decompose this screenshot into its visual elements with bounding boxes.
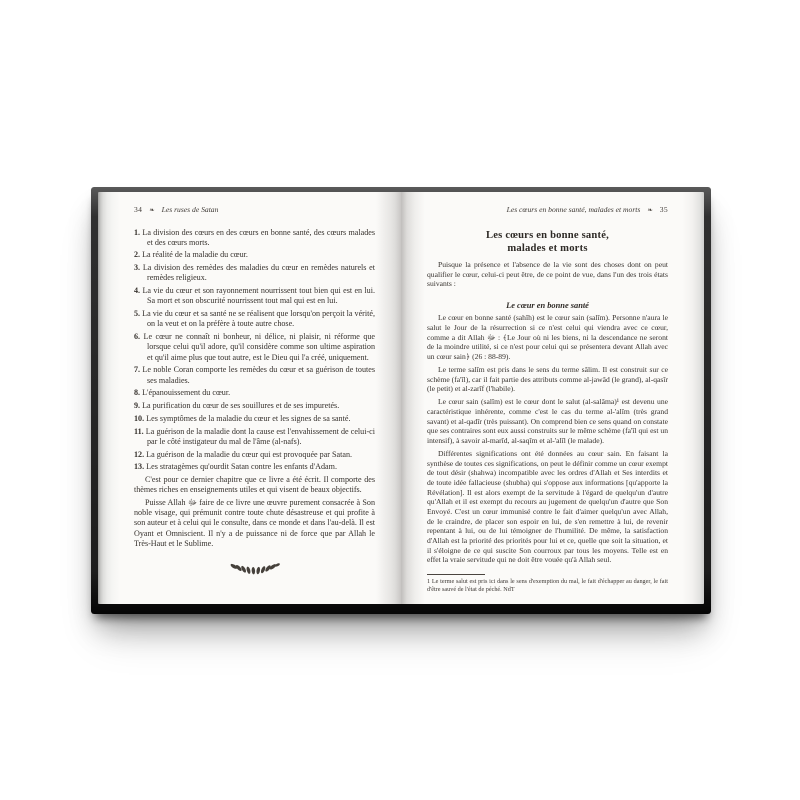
right-page-number: 35: [659, 205, 668, 214]
fleuron-icon: ❧: [149, 207, 155, 214]
list-item: 8. L'épanouissement du cœur.: [134, 388, 231, 398]
body-paragraph: Le cœur sain (salîm) est le cœur dont le salut (al-salâma)¹ est devenu une caractéristique inhérente, comme c'est le cas du terme al-'alîm (très grand savant) et al-qadîr (très puissant). On comprend bien ce sens quand on constate que ses contraires sont eux aussi construits sur le même schème (fa'îl qui est un intensif), à savoir al-marîd, al-saqîm et al-'alîl (le malade).: [427, 397, 668, 446]
list-item: 1. La division des cœurs en des cœurs en bonne santé, des cœurs malades et des cœurs morts.: [134, 227, 375, 247]
chapter-title: [427, 229, 668, 257]
chapter-title-line: malades et morts: [507, 243, 588, 255]
body-paragraph: Différentes significations ont été données au cœur sain. En faisant la synthèse de toutes ces significations, on peut le définir comme un cœur exempt de tout désir (shahwa) incompatible avec les ordres d'Allah et Ses interdits et de toute idée fallacieuse (shubha) qui s'oppose aux informations [qu'apporte la Révélation]. Il est alors exempt de la servitude à l'égard de quelqu'un d'autre qu'Allah et il est exempt du recours au jugement de quelqu'un d'autre que Son Envoyé. C'est un cœur immunisé contre le fait d'aimer quelqu'un avec Allah, de le craindre, de placer son espoir en lui, de s'en remettre à lui, de revenir repentant à lui, ou de lui témoigner de l'humilité. De même, la satisfaction d'Allah est la priorité des priorités pour lui et ce, quelle que soit la situation, et il s'éloigne de ce qui suscite Son courroux par tous les moyens. Telle est en effet la vraie servitude qui ne doit être vouée qu'à Allah seul.: [427, 449, 668, 565]
left-page-header: [134, 206, 375, 215]
list-item: 5. La vie du cœur et sa santé ne se réalisent que lorsqu'on perçoit la vérité, on la veut et on la préfère à toute autre chose.: [134, 309, 375, 329]
section-heading: Le cœur en bonne santé: [506, 300, 589, 310]
right-running-title: Les cœurs en bonne santé, malades et morts: [506, 205, 641, 214]
list-item: 11. La guérison de la maladie dont la cause est l'envahissement de celui-ci par le côté instigateur du mal de l'âme (al-nafs).: [134, 426, 375, 446]
body-paragraph: Le terme salîm est pris dans le sens du terme sâlim. Il est construit sur ce schème (fa'îl), car il fait partie des attributs comme al-jawâd (le grand), al-qasîr (le petit) et al-zarîf (l'habile).: [427, 365, 668, 394]
right-page: [401, 192, 704, 604]
list-item: 6. Le cœur ne connaît ni bonheur, ni délice, ni plaisir, ni réforme que lorsque celui qu'il adore, qu'il considère comme son ultime aspiration et qu'il aime plus que tout autre, est le Dieu qui l'a créé, uniquement.: [134, 332, 376, 362]
closing-paragraph: Puisse Allah ﷻ faire de ce livre une œuvre purement consacrée à Son noble visage, qui prémunit contre toute chute désastreuse et qui profite à son auteur et à celui qui le consulte, dans ce monde et dans l'au-delà. Il est Oyant et Omniscient. Il n'y a de puissance ni de force que par Allah le Très-Haut et le Sublime.: [134, 498, 375, 548]
list-item: 13. Les stratagèmes qu'ourdit Satan contre les enfants d'Adam.: [134, 462, 337, 472]
list-item: 12. La guérison de la maladie du cœur qui est provoquée par Satan.: [134, 449, 353, 459]
left-page-number: 34: [134, 205, 143, 214]
intro-paragraph: Puisque la présence et l'absence de la vie sont des choses dont on peut qualifier le cœur, celui-ci peut être, de ce point de vue, dans l'un des trois états suivants :: [427, 259, 668, 289]
footnote: [427, 574, 668, 595]
open-book: [91, 187, 711, 614]
fleuron-icon: ❧: [647, 207, 653, 214]
chapter-summary-list: [134, 228, 375, 473]
list-item: 10. Les symptômes de la maladie du cœur et les signes de sa santé.: [134, 413, 351, 423]
footnote-rule: [427, 574, 485, 575]
footnote-text: 1 Le terme salut est pris ici dans le sens d'exemption du mal, le fait d'échapper au danger, le fait d'être sauvé de l'état de péché. NdT: [427, 577, 668, 594]
body-paragraph: Le cœur en bonne santé (sahîh) est le cœur sain (salîm). Personne n'aura le salut le Jour de la résurrection si ce n'est celui qui viendra avec ce cœur, comme a dit Allah ﷻ : ﴾Le Jour où ni les biens, ni la descendance ne seront de la moindre utilité, si ce n'est pour celui qui se présentera devant Allah avec un cœur sain﴿ (26 : 88-89).: [427, 313, 668, 361]
left-running-title: Les ruses de Satan: [161, 205, 219, 214]
list-item: 7. Le noble Coran comporte les remèdes du cœur et sa guérison de toutes ses maladies.: [134, 365, 375, 385]
list-item: 2. La réalité de la maladie du cœur.: [134, 250, 248, 260]
chapter-end-ornament-icon: [134, 561, 375, 580]
right-page-header: [427, 206, 668, 215]
list-item: 9. La purification du cœur de ses souillures et de ses impuretés.: [134, 401, 340, 411]
page-spread: [98, 192, 704, 604]
closing-paragraph: C'est pour ce dernier chapitre que ce livre a été écrit. Il comporte des thèmes riches en enseignements utiles et qui visent de beaux objectifs.: [134, 475, 375, 495]
chapter-title-line: Les cœurs en bonne santé,: [485, 229, 609, 241]
left-page: [98, 192, 401, 604]
list-item: 3. La division des remèdes des maladies du cœur en remèdes naturels et remèdes religieux.: [134, 263, 376, 283]
list-item: 4. La vie du cœur et son rayonnement nourrissent tout bien qui est en lui. Sa mort et son obscurité nourrissent tout mal qui est en lui.: [134, 286, 376, 306]
